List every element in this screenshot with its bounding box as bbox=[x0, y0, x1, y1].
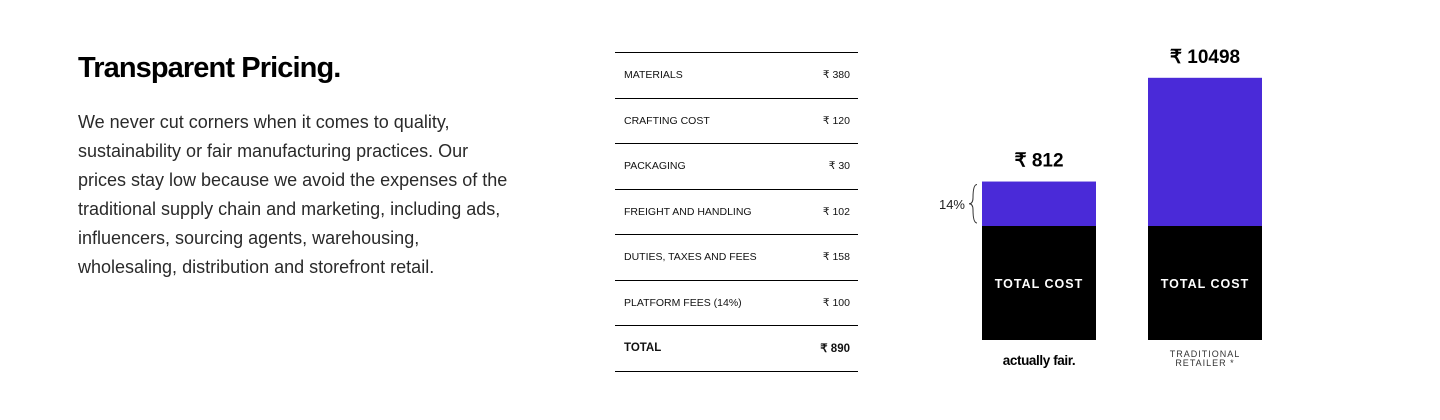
cost-item-label: FREIGHT AND HANDLING bbox=[624, 205, 752, 218]
cost-item-value: ₹ 100 bbox=[822, 296, 850, 309]
cost-item-value: ₹ 102 bbox=[822, 205, 850, 218]
cost-item-value: ₹ 158 bbox=[822, 251, 850, 264]
price-label: ₹ 10498 bbox=[1169, 46, 1241, 68]
cost-item-label: CRAFTING COST bbox=[624, 114, 710, 127]
category-label: TRADITIONAL RETAILER * bbox=[1169, 349, 1241, 368]
page-title: Transparent Pricing. bbox=[78, 52, 341, 84]
cost-item-label: PACKAGING bbox=[624, 160, 686, 173]
total-value: ₹ 890 bbox=[820, 343, 850, 356]
segment-label: TOTAL COST bbox=[1160, 277, 1250, 291]
cost-item-value: ₹ 120 bbox=[822, 114, 850, 127]
price-label: ₹ 812 bbox=[1014, 150, 1064, 172]
category-label: actually fair. bbox=[1002, 353, 1076, 368]
percentage-annotation: 14% bbox=[938, 196, 965, 212]
markup-bar-segment bbox=[982, 182, 1096, 226]
cost-item-label: DUTIES, TAXES AND FEES bbox=[624, 251, 757, 264]
brace-icon bbox=[969, 185, 977, 223]
total-label: TOTAL bbox=[624, 342, 662, 355]
segment-label: TOTAL COST bbox=[994, 277, 1084, 291]
pricing-description: We never cut corners when it comes to quality, sustainability or fair manufacturing practices. Our prices stay low because we avoid the expenses of the traditional supply chain and marketing, including ads, influencers, sourcing agents, warehousing, wholesaling, distribution and storefront retail. bbox=[78, 112, 508, 277]
cost-item-label: MATERIALS bbox=[624, 69, 683, 82]
cost-item-label: PLATFORM FEES (14%) bbox=[624, 296, 742, 309]
markup-bar-segment bbox=[1148, 78, 1262, 226]
cost-item-value: ₹ 30 bbox=[828, 160, 850, 173]
cost-item-value: ₹ 380 bbox=[822, 69, 850, 82]
